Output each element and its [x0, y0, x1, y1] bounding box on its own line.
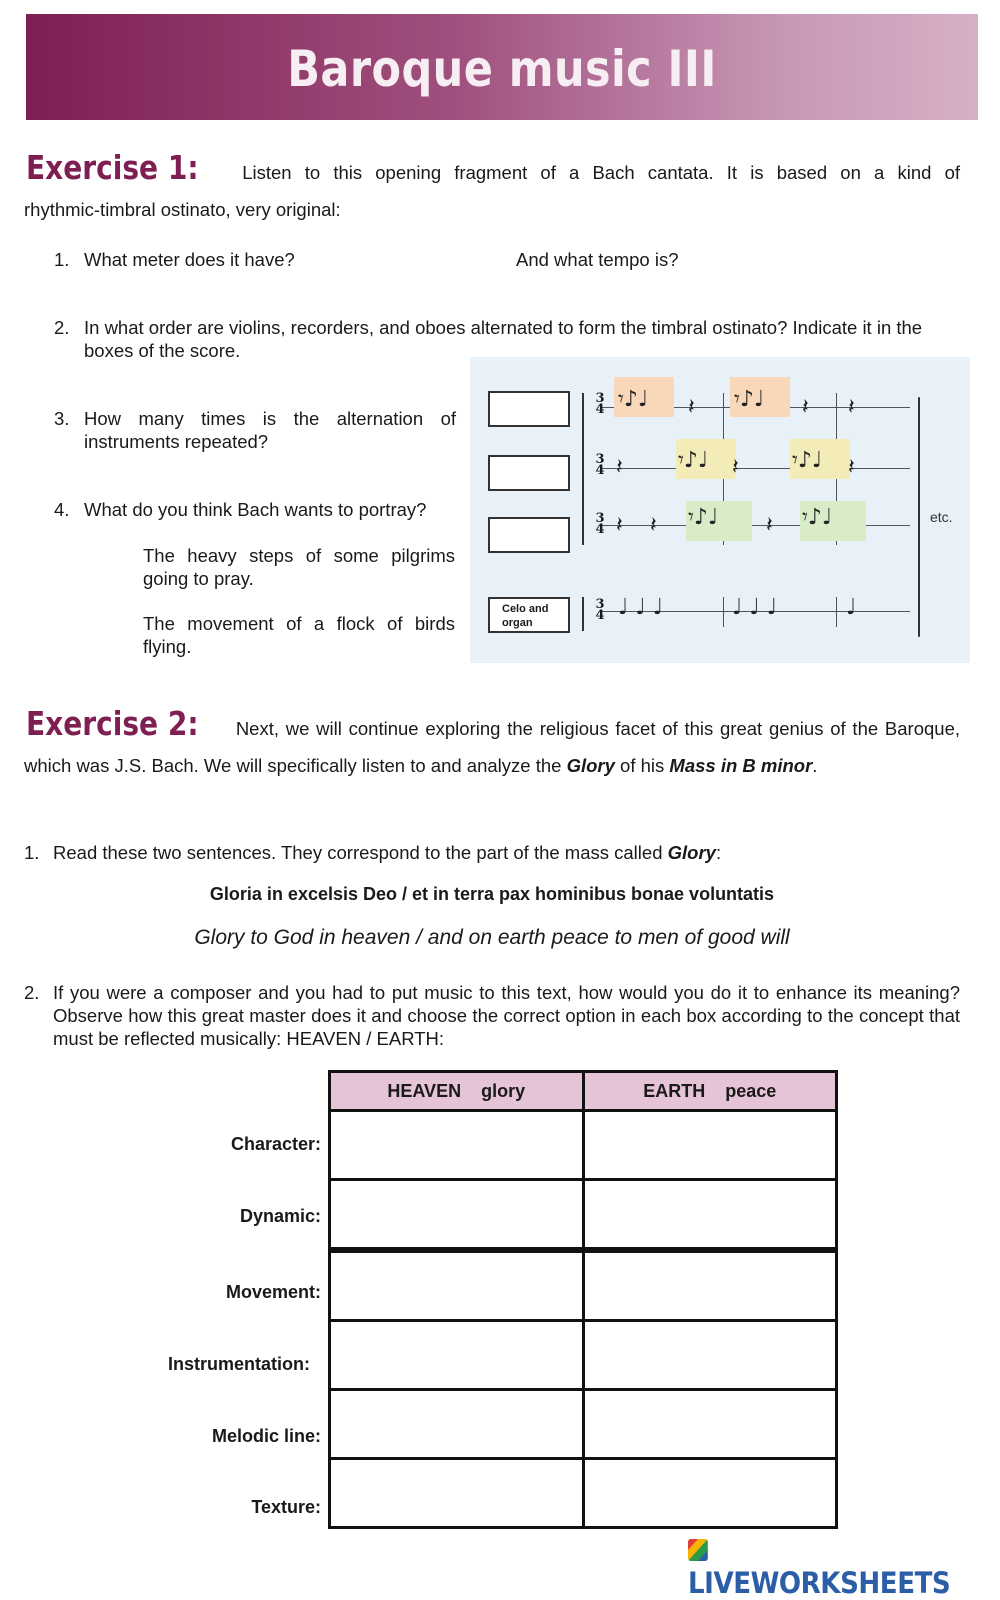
english-translation: Glory to God in heaven / and on earth peace to men of good will	[194, 926, 790, 949]
exercise1-intro-text: Listen to this opening fragment of a Bach cantata. It is based on a kind of	[242, 162, 961, 183]
barline	[723, 597, 724, 627]
quarter-notes-icon: ♩ ♩ ♩	[618, 595, 664, 620]
exercise2-intro-line2: which was J.S. Bach. We will specifically listen to and analyze the Glory of his Mass in B minor.	[24, 755, 818, 776]
note-motif-icon: 𝄾♪♩	[792, 448, 823, 473]
row-label-movement: Movement:	[225, 1282, 321, 1302]
rest-icon: 𝄽	[766, 513, 773, 538]
time-signature: 3 4	[595, 597, 605, 623]
melodic-line-earth-cell[interactable]	[583, 1390, 837, 1459]
earth-column-header: EARTH peace	[583, 1072, 837, 1111]
quarter-note-icon: ♩	[846, 595, 857, 620]
rest-icon: 𝄽	[848, 455, 855, 480]
melodic-line-heaven-cell[interactable]	[330, 1390, 584, 1459]
time-signature: 3 4	[595, 391, 605, 417]
system-bracket	[582, 393, 584, 545]
row-label-melodic-line: Melodic line:	[211, 1426, 321, 1446]
answer-option-birds[interactable]: The movement of a flock of birds flying.	[143, 613, 455, 657]
barline	[836, 597, 837, 627]
rest-icon: 𝄽	[650, 513, 657, 538]
row-label-dynamic: Dynamic:	[239, 1206, 321, 1226]
latin-text: Gloria in excelsis Deo / et in terra pax hominibus bonae voluntatis	[209, 884, 775, 904]
quarter-notes-icon: ♩ ♩ ♩	[732, 595, 778, 620]
ex1-question-1b: And what tempo is?	[516, 249, 679, 270]
instrumentation-heaven-cell[interactable]	[330, 1321, 584, 1390]
page-title: Baroque music III	[287, 40, 717, 98]
row-label-character: Character:	[230, 1134, 321, 1154]
dynamic-earth-cell[interactable]	[583, 1180, 837, 1251]
exercise1-intro-line1	[26, 150, 960, 191]
time-signature: 3 4	[595, 511, 605, 537]
exercise1-intro-line2: rhythmic-timbral ostinato, very original:	[24, 199, 341, 220]
instrument-answer-box-3[interactable]	[488, 517, 570, 553]
rest-icon: 𝄽	[848, 395, 855, 420]
celo-organ-label: Celo and organ	[502, 603, 549, 629]
closing-brace	[918, 397, 920, 637]
exercise2-intro-text: Next, we will continue exploring the religious facet of this great genius of the Baroque,	[235, 718, 960, 739]
exercise2-heading: Exercise 2:	[26, 704, 199, 743]
rest-icon: 𝄽	[616, 513, 623, 538]
character-earth-cell[interactable]	[583, 1111, 837, 1180]
instrument-answer-box-1[interactable]	[488, 391, 570, 427]
rest-icon: 𝄽	[732, 455, 739, 480]
rest-icon: 𝄽	[802, 395, 809, 420]
ex1-question-4: 4. What do you think Bach wants to portray?	[54, 499, 427, 520]
note-motif-icon: 𝄾♪♩	[618, 387, 649, 412]
row-label-texture: Texture:	[251, 1497, 321, 1517]
time-signature: 3 4	[595, 452, 605, 478]
note-motif-icon: 𝄾♪♩	[688, 505, 719, 530]
system-bracket-bass	[582, 597, 584, 631]
ex2-question-2: 2. If you were a composer and you had to put music to this text, how would you do it to enhance its meaning? Observe how this great master does it and choose the correct option in each box according to the concept that must be reflected musically: HEAVEN / EARTH:	[24, 982, 960, 1049]
note-motif-icon: 𝄾♪♩	[802, 505, 833, 530]
rest-icon: 𝄽	[616, 455, 623, 480]
rest-icon: 𝄽	[688, 395, 695, 420]
heaven-earth-table	[328, 1070, 838, 1529]
exercise1-heading: Exercise 1:	[26, 148, 199, 187]
texture-earth-cell[interactable]	[583, 1459, 837, 1528]
ex2-question-1: 1. Read these two sentences. They correspond to the part of the mass called Glory:	[24, 842, 722, 863]
instrumentation-earth-cell[interactable]	[583, 1321, 837, 1390]
ex1-question-1: 1. What meter does it have?	[54, 249, 295, 270]
ex1-question-3: 3. How many times is the alternation of instruments repeated?	[54, 408, 456, 452]
musical-score	[470, 357, 970, 663]
exercise2-intro-line1	[26, 706, 960, 747]
instrument-answer-box-2[interactable]	[488, 455, 570, 491]
title-banner	[26, 14, 978, 120]
movement-earth-cell[interactable]	[583, 1250, 837, 1321]
note-motif-icon: 𝄾♪♩	[678, 448, 709, 473]
staff-line-2	[600, 468, 910, 469]
movement-heaven-cell[interactable]	[330, 1250, 584, 1321]
answer-option-pilgrims[interactable]: The heavy steps of some pilgrims going to pray.	[143, 545, 455, 589]
texture-heaven-cell[interactable]	[330, 1459, 584, 1528]
etc-label: etc.	[930, 509, 953, 525]
liveworksheets-logo: LIVEWORKSHEETS	[688, 1532, 969, 1600]
character-heaven-cell[interactable]	[330, 1111, 584, 1180]
note-motif-icon: 𝄾♪♩	[734, 387, 765, 412]
liveworksheets-mark-icon	[688, 1539, 708, 1561]
ex1-question-2: 2. In what order are violins, recorders, and oboes alternated to form the timbral ostinato? Indicate it in the boxes of the score.	[54, 317, 923, 361]
celo-organ-label-box	[488, 597, 570, 633]
dynamic-heaven-cell[interactable]	[330, 1180, 584, 1251]
heaven-column-header: HEAVEN glory	[330, 1072, 584, 1111]
row-label-instrumentation: Instrumentation:	[168, 1354, 310, 1374]
